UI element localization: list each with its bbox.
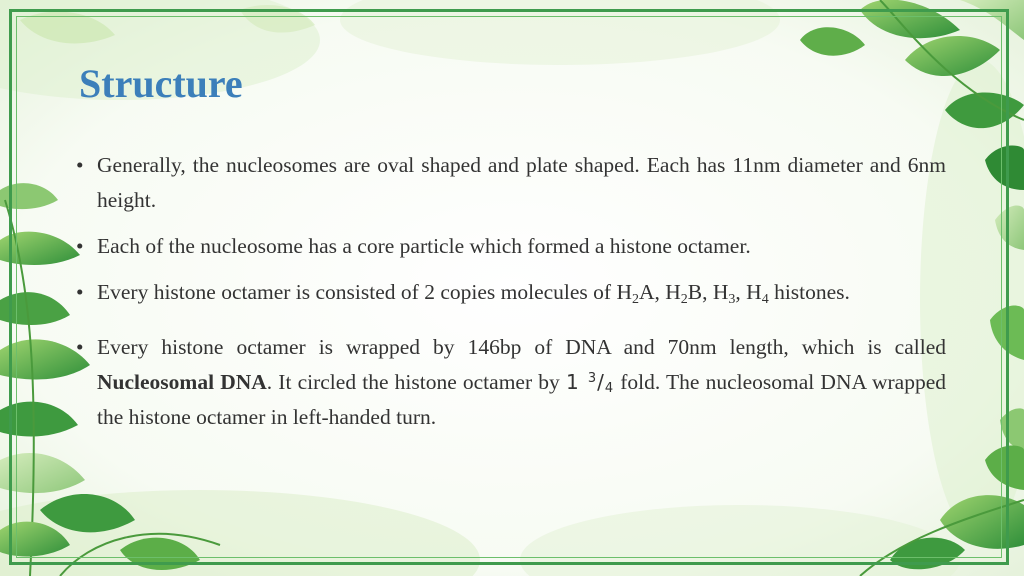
bullet-text: Every histone octamer is consisted of 2 copies molecules of H [97, 280, 632, 304]
bullet-item-size [74, 148, 946, 218]
bullet-text: fold. The nucleosomal DNA wrapped the histone octamer in left-handed turn. [97, 370, 946, 429]
bullet-list [74, 148, 946, 435]
mixed-fraction [566, 370, 614, 394]
bullet-text: A, H [638, 280, 681, 304]
fraction-denominator: 4 [604, 381, 615, 396]
fraction-slash: / [597, 370, 605, 394]
fraction-numerator: 3 [587, 371, 598, 386]
bullet-text: Each of the nucleosome has a core particle which formed a histone octamer. [97, 234, 751, 258]
bold-term: Nucleosomal DNA [97, 370, 267, 394]
subscript: 2 [680, 292, 688, 307]
bullet-text: Every histone octamer is wrapped by 146bp of DNA and 70nm length, which is called [97, 335, 946, 359]
bullet-text: . It circled the histone octamer by [266, 370, 566, 394]
bullet-text: Generally, the nucleosomes are oval shaped and plate shaped. Each has 11nm diameter and 6nm height. [97, 153, 946, 212]
bullet-text: histones. [768, 280, 850, 304]
bullet-item-core-particle [74, 229, 946, 264]
bullet-item-nucleosomal-dna [74, 330, 946, 435]
subscript: 2 [631, 292, 639, 307]
slide-title: Structure [79, 61, 243, 106]
bullet-text: B, H [687, 280, 729, 304]
bullet-text: , H [735, 280, 762, 304]
bullet-item-histone-composition [74, 275, 946, 310]
subscript: 4 [761, 292, 769, 307]
fraction-whole: 1 [565, 370, 580, 394]
subscript: 3 [728, 292, 736, 307]
